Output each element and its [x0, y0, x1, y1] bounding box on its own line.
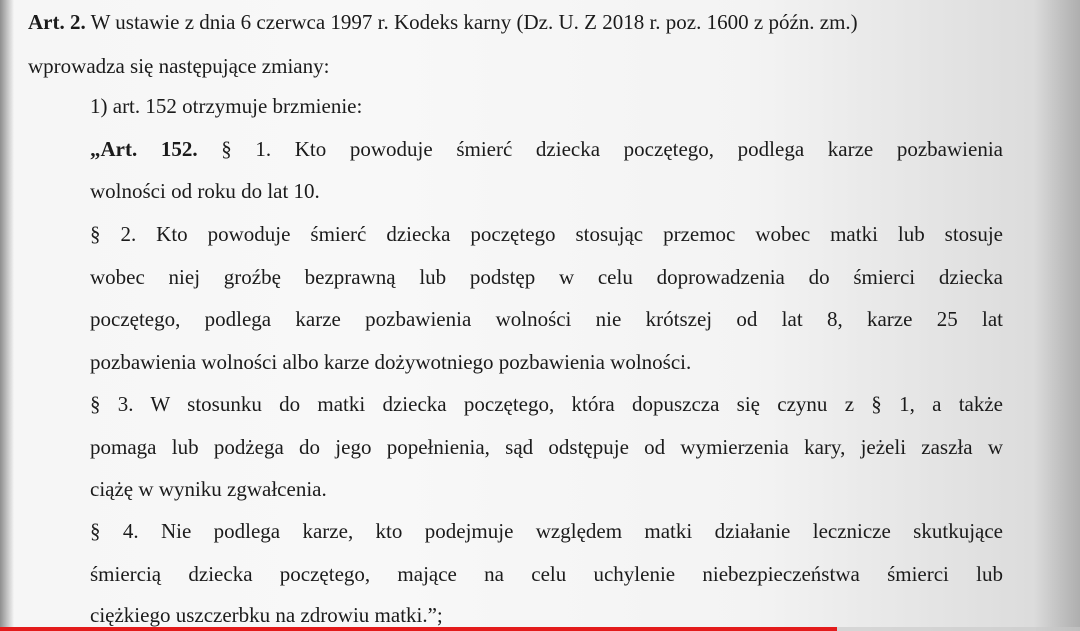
video-progress-bar[interactable] [0, 627, 1080, 631]
art152-p3-line: § 3. W stosunku do matki dziecka poczętego, która dopuszcza się czynu z § 1, a także [90, 392, 1003, 416]
art152-open-quote: „ [90, 137, 101, 161]
art152-p1-line-1-text: § 1. Kto powoduje śmierć dziecka poczętego, podlega karze pozbawienia [197, 137, 1003, 161]
art2-line-1 [28, 10, 858, 35]
page-right-shadow [1034, 0, 1080, 631]
art152-p4-line: ciężkiego uszczerbku na zdrowiu matki.”; [90, 603, 443, 627]
art152-p1-line-2: wolności od roku do lat 10. [90, 179, 320, 203]
art2-line-2: wprowadza się następujące zmiany: [28, 54, 330, 78]
art2-line-1-text: W ustawie z dnia 6 czerwca 1997 r. Kodeks karny (Dz. U. Z 2018 r. poz. 1600 z późn. zm.) [85, 10, 858, 34]
art152-p3-line: ciążę w wyniku zgwałcenia. [90, 477, 327, 501]
page-left-shadow [0, 0, 14, 631]
art152-p2-line: wobec niej groźbę bezprawną lub podstęp w celu doprowadzenia do śmierci dziecka [90, 265, 1003, 289]
art152-p2-line: poczętego, podlega karze pozbawienia wolności nie krótszej od lat 8, karze 25 lat [90, 307, 1003, 331]
art152-p4-line: śmiercią dziecka poczętego, mające na celu uchylenie niebezpieczeństwa śmierci lub [90, 562, 1003, 586]
art152-p2-line: pozbawienia wolności albo karze dożywotniego pozbawienia wolności. [90, 350, 692, 374]
art152-p4-line: § 4. Nie podlega karze, kto podejmuje względem matki działanie lecznicze skutkujące [90, 519, 1003, 543]
art152-label: Art. 152. [100, 137, 198, 161]
item-1-heading: 1) art. 152 otrzymuje brzmienie: [90, 94, 363, 118]
art152-p2-line: § 2. Kto powoduje śmierć dziecka poczętego stosując przemoc wobec matki lub stosuje [90, 222, 1003, 246]
art2-label: Art. 2. [28, 10, 86, 34]
art152-p1-line-1 [90, 137, 1003, 162]
art152-p3-line: pomaga lub podżega do jego popełnienia, sąd odstępuje od wymierzenia kary, jeżeli zaszła w [90, 435, 1003, 459]
video-progress-fill [0, 627, 837, 631]
